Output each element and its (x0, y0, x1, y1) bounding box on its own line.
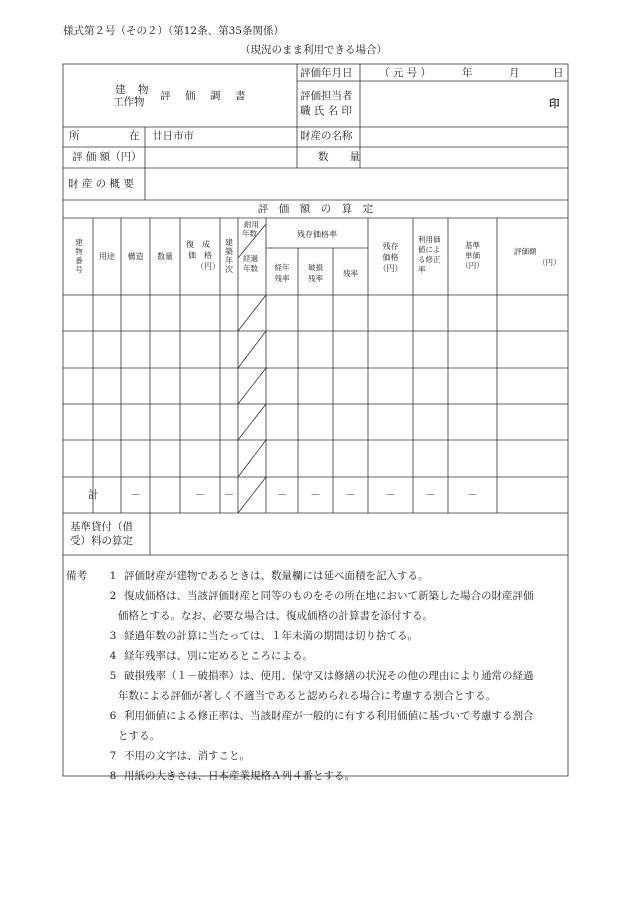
form-subtitle: （現況のまま利用できる場合） (240, 44, 387, 56)
note-item (66, 586, 566, 606)
col-durable-2: 年数 (242, 229, 257, 238)
overview-label: 財 産 の 概 要 (68, 178, 134, 190)
note-item (66, 746, 566, 766)
page-title: 評 価 調 書 (160, 90, 248, 102)
col-quantity: 数量 (157, 252, 173, 261)
note-item (66, 666, 566, 686)
col-residual-price-1: 残存 (382, 242, 399, 251)
note-text: 経年残率は、別に定めるところによる。 (124, 650, 313, 662)
col-elapsed-rate-2: 残率 (274, 274, 290, 283)
col-unit-price-1: 基準 (465, 241, 480, 250)
note-text: 用紙の大きさは、日本産業規格Ａ列４番とする。 (124, 770, 355, 782)
eval-date-label: 評価年月日 (300, 67, 353, 79)
rent-calc-label-1: 基準貸付（借 (70, 521, 133, 533)
total-residual-rate-dash: － (345, 489, 356, 501)
col-reconstruction-3: （円） (196, 262, 220, 271)
note-item (66, 766, 566, 786)
col-residual-price-3: （円） (378, 264, 403, 273)
note-text-continued: 年数による評価が著しく不適当であると認められる場合に考慮する割合とする。 (118, 690, 496, 702)
era-label: （ 元 号 ） (379, 67, 432, 79)
note-text: 復成価格は、当該評価財産と同等のものをその所在地において新築した場合の財産評価 (124, 590, 534, 602)
year-label: 年 (462, 67, 473, 79)
col-util-1: 利用価 (418, 235, 441, 244)
col-unit-price-3: （円） (461, 261, 484, 270)
note-text: 経過年数の計算に当たっては、１年未満の期間は切り捨てる。 (124, 630, 418, 642)
quantity-label: 数 量 (318, 151, 360, 163)
total-util-dash: － (425, 489, 436, 501)
total-reconstruction-dash: － (194, 489, 206, 501)
total-elapsed-rate-dash: － (276, 489, 288, 501)
col-residual-rate: 残率 (343, 269, 358, 278)
col-util-3: る修正 (418, 255, 441, 264)
calc-section-title: 評 価 額 の 算 定 (257, 203, 374, 215)
note-text: 不用の文字は、消すこと。 (124, 750, 250, 762)
valuation-label: 評 価 額（円） (72, 151, 142, 163)
total-build-year-dash: － (223, 489, 235, 501)
col-use: 用途 (99, 252, 115, 261)
note-text: 破損残率（１－破損率）は、使用、保守又は修繕の状況その他の理由により通常の経過 (124, 670, 534, 682)
note-text-continued: 価格とする。なお、必要な場合は、復成価格の計算書を添付する。 (118, 610, 433, 622)
col-damage-rate-2: 残率 (308, 274, 323, 283)
total-structure-dash: － (130, 489, 141, 501)
note-number: 6 (109, 710, 117, 722)
note-number: 1 (109, 570, 117, 582)
notes-label: 備考 (66, 570, 87, 582)
note-number: 8 (109, 770, 117, 782)
day-label: 日 (553, 67, 564, 79)
total-label: 計 (88, 489, 99, 501)
note-number: 3 (109, 630, 117, 642)
title-prefix-structure: 工作物 (113, 96, 145, 108)
col-elapsed-2: 年数 (243, 264, 258, 273)
col-building-no: 建物番号 (75, 238, 83, 274)
note-item (66, 566, 566, 586)
rent-calc-label-2: 受）料の算定 (70, 535, 133, 547)
note-number: 7 (109, 750, 117, 762)
officer-label: 評価担当者 (300, 90, 353, 102)
note-number: 4 (109, 650, 117, 662)
note-item (66, 626, 566, 646)
property-name-label: 財産の名称 (300, 130, 353, 142)
col-reconstruction-2: 価 格 (188, 251, 212, 260)
col-util-2: 値によ (418, 245, 441, 254)
col-eval-2: （円） (538, 258, 561, 267)
title-prefix-building: 建 物 (115, 84, 150, 96)
col-durable-1: 耐用 (244, 220, 259, 229)
col-eval-1: 評価額 (514, 247, 537, 256)
col-build-year: 建築年次 (225, 238, 233, 274)
officer-name-seal-label: 職 氏 名 印 (300, 105, 353, 117)
location-label: 所 (69, 130, 80, 142)
col-structure: 構造 (127, 252, 144, 261)
note-item (66, 646, 566, 666)
month-label: 月 (509, 67, 520, 79)
location-value[interactable]: 廿日市市 (152, 130, 194, 142)
note-text-continued: とする。 (118, 730, 160, 742)
col-unit-price-2: 単価 (465, 251, 480, 260)
notes-section (66, 566, 566, 786)
col-residual-price-2: 価格 (382, 253, 399, 262)
col-elapsed-1: 経過 (243, 254, 258, 263)
note-number: 5 (109, 670, 117, 682)
col-elapsed-rate-1: 経年 (274, 263, 290, 272)
col-reconstruction-1: 復 成 (186, 240, 210, 249)
col-residual-rate-group: 残存価格率 (297, 230, 337, 239)
col-util-4: 率 (418, 265, 426, 274)
note-text: 利用価値による修正率は、当該財産が一般的に有する利用価値に基づいて考慮する割合 (124, 710, 534, 722)
location-label-2: 在 (129, 130, 140, 142)
total-unit-price-dash: － (467, 489, 478, 501)
col-damage-rate-1: 破損 (308, 263, 323, 272)
note-text: 評価財産が建物であるときは、数量欄には延べ面積を記入する。 (124, 570, 429, 582)
note-item (66, 706, 566, 726)
seal-mark: 印 (549, 98, 560, 110)
note-number: 2 (109, 590, 117, 602)
form-number: 様式第２号（その２）（第12条、第35条関係） (63, 25, 284, 37)
total-residual-price-dash: － (385, 489, 396, 501)
total-damage-rate-dash: － (310, 489, 321, 501)
